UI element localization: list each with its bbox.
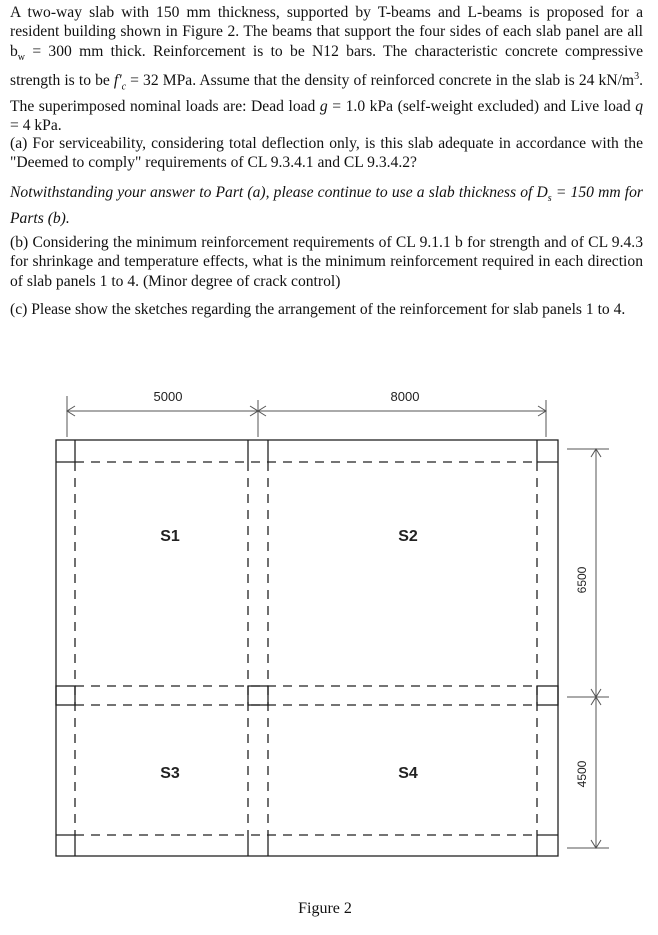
dim-label-8000: 8000 — [390, 389, 420, 404]
dim-label-4500: 4500 — [575, 760, 589, 788]
thickness-note: Notwithstanding your answer to Part (a), please continue to use a slab thickness of $D_s = 150$ mm for Parts (b). — [10, 184, 643, 227]
panel-label-s3: S3 — [160, 765, 180, 782]
dim-label-5000: 5000 — [153, 389, 183, 404]
top-dimension-line — [67, 396, 546, 437]
part-c-question: (c) Please show the sketches regarding the arrangement of the reinforcement for slab panels 1 to 4. — [10, 301, 626, 318]
part-b-question: (b) Considering the minimum reinforcement requirements of CL 9.1.1 b for strength and of CL 9.4.3 for shrinkage and temperature effects, what is the minimum reinforcement required in each direction of slab panels 1 to 4. (Minor degree of crack control) — [10, 234, 643, 290]
slab-outline — [56, 440, 558, 856]
dim-label-6500: 6500 — [575, 566, 589, 594]
panel-label-s2: S2 — [398, 528, 418, 545]
problem-intro: A two-way slab with 150 mm thickness, supported by T-beams and L-beams is proposed for a resident building shown in Figure 2. The beams that support the four sides of each slab panel are all $b_w = 300$ mm thick. Reinforcement is to be N12 bars. The characteristic concrete compressive strength is to be $f'_c = 32$ MPa. Assume that the density of reinforced concrete in the slab is 24 $kN/m^3$. The superimposed nominal loads are: Dead load g = 1.0 kPa (self-weight excluded) and Live load q = 4 kPa. — [10, 4, 643, 135]
panel-label-s1: S1 — [160, 528, 180, 545]
panel-label-s4: S4 — [398, 765, 418, 782]
beam-intersections — [56, 440, 558, 856]
part-a-question: (a) For serviceability, considering total deflection only, is this slab adequate in accordance with the "Deemed to comply" requirements of CL 9.3.4.1 and CL 9.3.4.2? — [10, 135, 643, 172]
beam-dashed-lines — [75, 462, 537, 835]
figure-caption: Figure 2 — [298, 900, 352, 917]
